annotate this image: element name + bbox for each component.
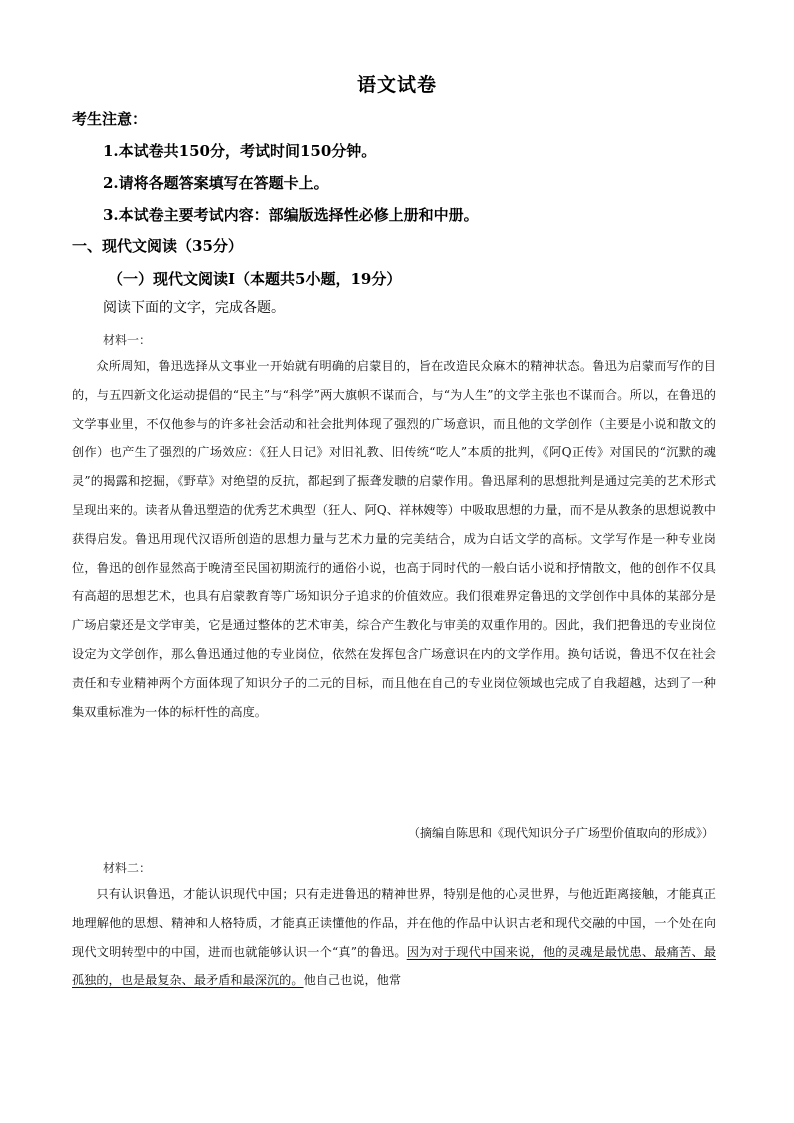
material-2-label: 材料二：: [103, 861, 152, 875]
notice-item-2: 2.请将各题答案填写在答题卡上。: [103, 174, 329, 192]
notice-item-1: 1.本试卷共150分，考试时间150分钟。: [103, 142, 377, 160]
material-2-text-continued: 他自己也说，他常: [303, 973, 402, 988]
page-title: 语文试卷: [356, 74, 437, 96]
material-2-text: 只有认识鲁迅，才能认识现代中国；只有走进鲁迅的精神世界，特别是他的心灵世界，与他近距离接触，才能真正地理解他的思想、精神和人格特质，才能真正读懂他的作品，并在他的作品中认识古老和现代交融的中国，一个处在向现代文明转型中的中国，进而也就能够认识一个“真”的鲁迅。: [72, 887, 716, 959]
subsection-heading: （一）现代文阅读Ⅰ（本题共5小题，19分）: [108, 270, 402, 288]
material-1-label: 材料一：: [103, 333, 152, 347]
material-2-paragraph: [72, 880, 716, 1030]
material-1-source: （摘编自陈思和《现代知识分子广场型价值取向的形成》）: [407, 826, 714, 840]
notice-item-3: 3.本试卷主要考试内容：部编版选择性必修上册和中册。: [103, 206, 479, 224]
instruction-text: 阅读下面的文字，完成各题。: [103, 300, 285, 316]
section-heading: 一、现代文阅读（35分）: [72, 237, 243, 255]
notice-heading: 考生注意：: [72, 110, 148, 128]
material-2-underlined-text: 因为对于现代中国来说，他的灵魂是最忧患、最痛苦、最孤独的，也是最复杂、最矛盾和最深沉的。: [72, 944, 717, 988]
material-1-paragraph: 众所周知，鲁迅选择从文事业一开始就有明确的启蒙目的，旨在改造民众麻木的精神状态。鲁迅为启蒙而写作的目的，与五四新文化运动提倡的“民主”与“科学”两大旗帜不谋而合，与“为人生”的文学主张也不谋而合。所以，在鲁迅的文学事业里，不仅他参与的许多社会活动和社会批判体现了强烈的广场意识，而且他的文学创作（主要是小说和散文的创作）也产生了强烈的广场效应：《狂人日记》对旧礼教、旧传统“吃人”本质的批判，《阿Q正传》对国民的“沉默的魂灵”的揭露和挖掘，《野草》对绝望的反抗，都起到了振聋发聩的启蒙作用。鲁迅犀利的思想批判是通过完美的艺术形式呈现出来的。读者从鲁迅塑造的优秀艺术典型（狂人、阿Q、祥林嫂等）中吸取思想的力量，而不是从教条的思想说教中获得启发。鲁迅用现代汉语所创造的思想力量与艺术力量的完美结合，成为白话文学的高标。文学写作是一种专业岗位，鲁迅的创作显然高于晚清至民国初期流行的通俗小说，也高于同时代的一般白话小说和抒情散文，他的创作不仅具有高超的思想艺术，也具有启蒙教育等广场知识分子追求的价值效应。我们很难界定鲁迅的文学创作中具体的某部分是广场启蒙还是文学审美，它是通过整体的艺术审美，综合产生教化与审美的双重作用的。因此，我们把鲁迅的专业岗位设定为文学创作，那么鲁迅通过他的专业岗位，依然在发挥包含广场意识在内的文学作用。换句话说，鲁迅不仅在社会责任和专业精神两个方面体现了知识分子的二元的目标，而且他在自己的专业岗位领域也完成了自我超越，达到了一种集双重标准为一体的标杆性的高度。: [72, 359, 716, 719]
